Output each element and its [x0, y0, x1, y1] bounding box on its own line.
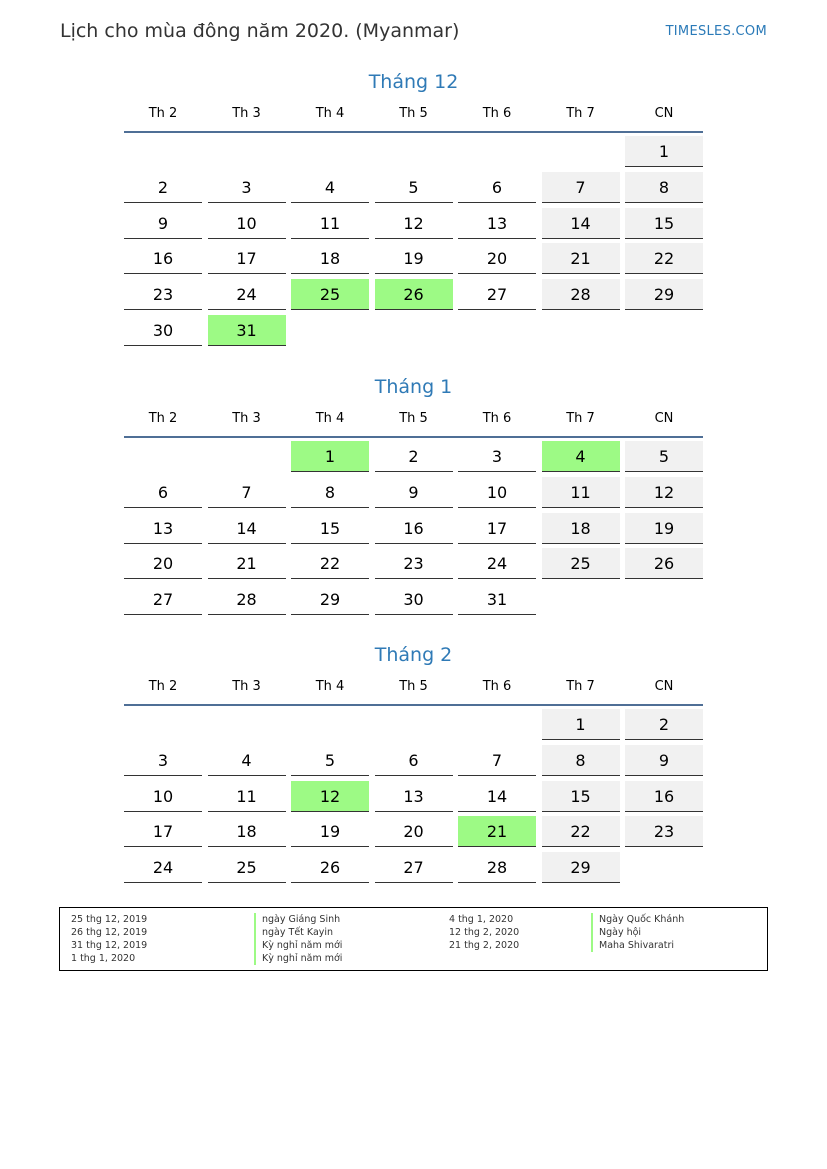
day-cell[interactable]: 8	[291, 477, 369, 508]
page-title: Lịch cho mùa đông năm 2020. (Myanmar)	[60, 20, 460, 42]
day-cell[interactable]: 24	[208, 279, 286, 310]
day-cell[interactable]: 10	[208, 208, 286, 239]
legend-date: 4 thg 1, 2020	[449, 914, 514, 925]
day-cell[interactable]: 24	[124, 852, 202, 883]
day-cell[interactable]: 9	[124, 208, 202, 239]
legend-names-left	[254, 913, 342, 965]
day-cell[interactable]: 15	[625, 208, 703, 239]
legend-holiday-name: ngày Giáng Sinh	[254, 913, 342, 926]
weekday-label: Th 2	[148, 679, 178, 694]
weekday-label: Th 4	[315, 106, 345, 121]
holiday-legend	[59, 907, 768, 971]
weekday-label: Th 7	[566, 679, 595, 694]
day-cell[interactable]: 6	[458, 172, 536, 203]
header-rule	[124, 131, 703, 133]
day-cell[interactable]: 16	[625, 781, 703, 812]
legend-date: 26 thg 12, 2019	[71, 927, 148, 938]
weekday-label: Th 7	[566, 106, 595, 121]
day-cell[interactable]: 27	[458, 279, 536, 310]
day-cell[interactable]: 26	[625, 548, 703, 579]
legend-holiday-name: Kỳ nghỉ năm mới	[254, 939, 342, 952]
day-cell[interactable]: 12	[625, 477, 703, 508]
day-cell[interactable]: 19	[375, 243, 453, 274]
header-rule	[124, 704, 703, 706]
weekday-header	[122, 401, 705, 437]
day-cell[interactable]: 7	[208, 477, 286, 508]
month-title: Tháng 1	[374, 376, 453, 398]
day-cell[interactable]: 23	[124, 279, 202, 310]
weekday-label: Th 3	[232, 411, 261, 426]
day-cell[interactable]: 29	[625, 279, 703, 310]
day-cell[interactable]: 30	[124, 315, 202, 346]
day-cell[interactable]: 27	[124, 584, 202, 615]
day-cell[interactable]: 16	[375, 513, 453, 544]
day-cell[interactable]: 28	[208, 584, 286, 615]
day-cell[interactable]: 10	[458, 477, 536, 508]
day-cell[interactable]: 23	[625, 816, 703, 847]
day-cell[interactable]: 4	[208, 745, 286, 776]
day-cell[interactable]: 8	[625, 172, 703, 203]
day-cell[interactable]: 8	[542, 745, 620, 776]
day-cell[interactable]: 13	[458, 208, 536, 239]
weekday-label: Th 5	[399, 411, 428, 426]
month-january	[122, 373, 705, 610]
legend-dates-right	[449, 913, 519, 952]
day-cell[interactable]: 5	[375, 172, 453, 203]
day-cell[interactable]: 9	[625, 745, 703, 776]
legend-holiday-name: Maha Shivaratri	[591, 939, 684, 952]
day-cell[interactable]: 14	[542, 208, 620, 239]
day-cell[interactable]: 23	[375, 548, 453, 579]
legend-date: 21 thg 2, 2020	[449, 940, 520, 951]
month-title: Tháng 2	[374, 644, 453, 666]
day-cell[interactable]: 9	[375, 477, 453, 508]
day-cell[interactable]: 15	[291, 513, 369, 544]
day-cell[interactable]: 3	[208, 172, 286, 203]
day-cell[interactable]: 22	[291, 548, 369, 579]
weekday-label: CN	[654, 411, 674, 426]
day-cell[interactable]: 18	[208, 816, 286, 847]
day-cell[interactable]: 13	[375, 781, 453, 812]
day-cell[interactable]: 20	[124, 548, 202, 579]
day-cell[interactable]: 21	[542, 243, 620, 274]
day-cell[interactable]: 28	[542, 279, 620, 310]
weekday-label: Th 2	[148, 411, 178, 426]
weekday-label: CN	[654, 679, 674, 694]
legend-date: 12 thg 2, 2020	[449, 927, 520, 938]
day-cell[interactable]: 4	[542, 441, 620, 472]
day-cell[interactable]: 14	[208, 513, 286, 544]
header-rule	[124, 436, 703, 438]
weekday-header	[122, 96, 705, 132]
weekday-label: Th 6	[482, 106, 512, 121]
day-cell[interactable]: 18	[542, 513, 620, 544]
weekday-label: Th 2	[148, 106, 178, 121]
day-cell[interactable]: 11	[208, 781, 286, 812]
day-cell[interactable]: 29	[542, 852, 620, 883]
day-cell[interactable]: 7	[542, 172, 620, 203]
day-cell[interactable]: 2	[124, 172, 202, 203]
day-cell[interactable]: 25	[291, 279, 369, 310]
weekday-label: Th 6	[482, 411, 512, 426]
weekday-label: Th 5	[399, 679, 428, 694]
day-cell[interactable]: 21	[208, 548, 286, 579]
day-cell[interactable]: 25	[208, 852, 286, 883]
legend-date: 25 thg 12, 2019	[71, 914, 148, 925]
site-link[interactable]: TIMESLES.COM	[665, 24, 767, 39]
month-title: Tháng 12	[368, 71, 459, 93]
day-cell[interactable]: 20	[375, 816, 453, 847]
day-cell[interactable]: 17	[458, 513, 536, 544]
day-cell[interactable]: 4	[291, 172, 369, 203]
day-cell[interactable]: 31	[458, 584, 536, 615]
legend-holiday-name: Ngày hội	[591, 926, 684, 939]
weekday-label: Th 4	[315, 679, 345, 694]
weekday-label: Th 3	[232, 679, 261, 694]
day-cell[interactable]: 1	[625, 136, 703, 167]
day-cell[interactable]: 22	[542, 816, 620, 847]
weekday-label: Th 4	[315, 411, 345, 426]
legend-dates-left	[71, 913, 147, 965]
weekday-header	[122, 669, 705, 705]
weekday-label: Th 5	[399, 106, 428, 121]
day-cell[interactable]: 6	[124, 477, 202, 508]
weekday-label: Th 3	[232, 106, 261, 121]
day-cell[interactable]: 16	[124, 243, 202, 274]
day-cell[interactable]: 6	[375, 745, 453, 776]
day-cell[interactable]: 14	[458, 781, 536, 812]
day-cell[interactable]: 17	[208, 243, 286, 274]
day-cell[interactable]: 24	[458, 548, 536, 579]
day-cell[interactable]: 27	[375, 852, 453, 883]
day-cell[interactable]: 10	[124, 781, 202, 812]
legend-date: 1 thg 1, 2020	[71, 953, 136, 964]
legend-date: 31 thg 12, 2019	[71, 940, 148, 951]
day-cell[interactable]: 11	[291, 208, 369, 239]
day-cell[interactable]: 5	[625, 441, 703, 472]
legend-holiday-name: Kỳ nghỉ năm mới	[254, 952, 342, 965]
day-cell[interactable]: 31	[208, 315, 286, 346]
day-cell[interactable]: 19	[625, 513, 703, 544]
day-cell[interactable]: 1	[542, 709, 620, 740]
weekday-label: CN	[654, 106, 674, 121]
day-cell[interactable]: 22	[625, 243, 703, 274]
day-cell[interactable]: 2	[625, 709, 703, 740]
day-cell[interactable]: 13	[124, 513, 202, 544]
day-cell[interactable]: 17	[124, 816, 202, 847]
month-december	[122, 68, 705, 340]
day-cell[interactable]: 28	[458, 852, 536, 883]
day-cell[interactable]: 5	[291, 745, 369, 776]
day-cell[interactable]: 19	[291, 816, 369, 847]
day-cell[interactable]: 2	[375, 441, 453, 472]
day-cell[interactable]: 30	[375, 584, 453, 615]
weekday-label: Th 6	[482, 679, 512, 694]
day-cell[interactable]: 18	[291, 243, 369, 274]
day-cell[interactable]: 1	[291, 441, 369, 472]
legend-holiday-name: ngày Tết Kayin	[254, 926, 342, 939]
day-cell[interactable]: 26	[375, 279, 453, 310]
day-cell[interactable]: 20	[458, 243, 536, 274]
day-cell[interactable]: 7	[458, 745, 536, 776]
day-cell[interactable]: 3	[458, 441, 536, 472]
weekday-label: Th 7	[566, 411, 595, 426]
day-cell[interactable]: 25	[542, 548, 620, 579]
day-cell[interactable]: 11	[542, 477, 620, 508]
day-cell[interactable]: 26	[291, 852, 369, 883]
legend-holiday-name: Ngày Quốc Khánh	[591, 913, 684, 926]
day-cell[interactable]: 12	[291, 781, 369, 812]
day-cell[interactable]: 3	[124, 745, 202, 776]
month-february	[122, 641, 705, 878]
day-cell[interactable]: 15	[542, 781, 620, 812]
day-cell[interactable]: 29	[291, 584, 369, 615]
day-cell[interactable]: 12	[375, 208, 453, 239]
day-cell[interactable]: 21	[458, 816, 536, 847]
legend-names-right	[591, 913, 684, 952]
